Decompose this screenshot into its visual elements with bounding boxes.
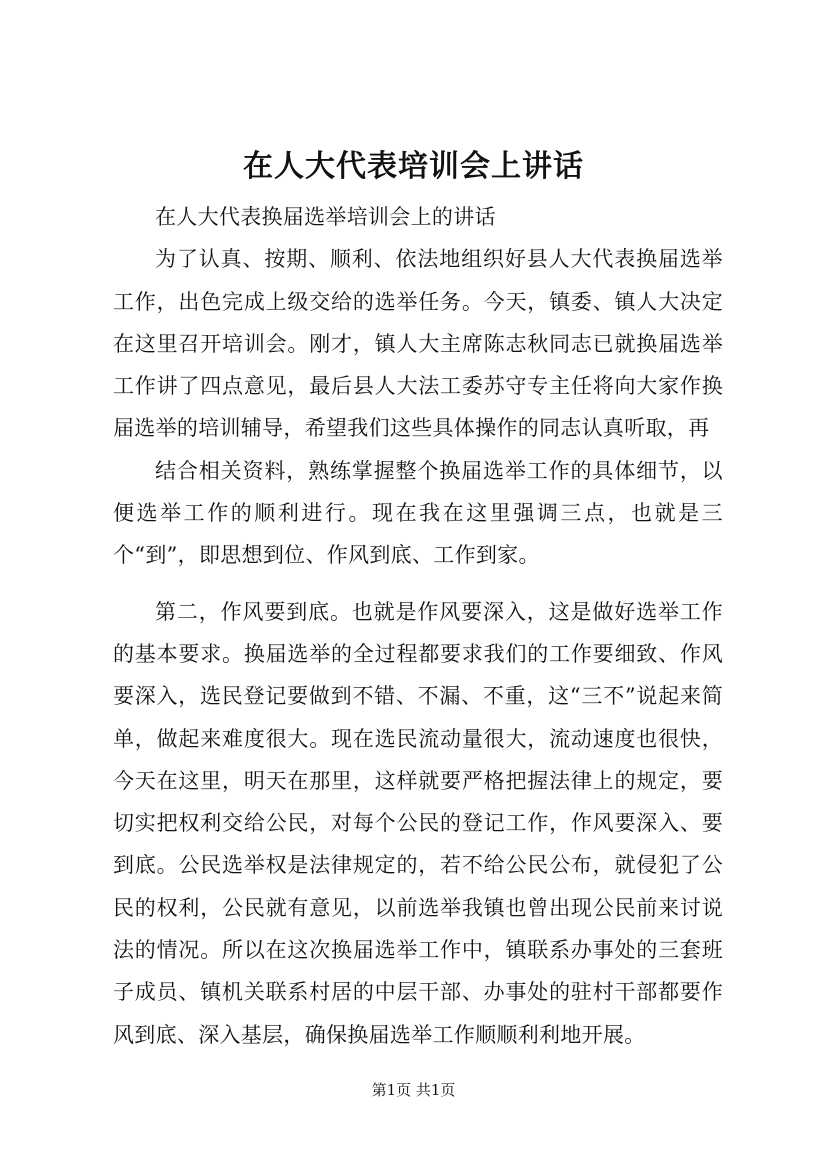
document-title: 在人大代表培训会上讲话 (243, 149, 584, 184)
subtitle-paragraph: 在人大代表换届选举培训会上的讲话 (155, 205, 496, 229)
document-body (113, 196, 723, 1056)
body-paragraph: 第二，作风要到底。也就是作风要深入，这是做好选举工作的基本要求。换届选举的全过程都要求我们的工作要细致、作风要深入，选民登记要做到不错、不漏、不重，这“三不”说起来简单，做起来难度很大。现在选民流动量很大，流动速度也很快，今天在这里，明天在那里，这样就要严格把握法律上的规定，要切实把权利交给公民，对每个公民的登记工作，作风要深入、要到底。公民选举权是法律规定的，若不给公民公布，就侵犯了公民的权利，公民就有意见，以前选举我镇也曾出现公民前来讨说法的情况。所以在这次换届选举工作中，镇联系办事处的三套班子成员、镇机关联系村居的中层干部、办事处的驻村干部都要作风到底、深入基层，确保换届选举工作顺顺利利地开展。 (113, 599, 723, 1047)
body-paragraph: 为了认真、按期、顺利、依法地组织好县人大代表换届选举工作，出色完成上级交给的选举任务。今天，镇委、镇人大决定在这里召开培训会。刚才，镇人大主席陈志秋同志已就换届选举工作讲了四点意见，最后县人大法工委苏守专主任将向大家作换届选举的培训辅导，希望我们这些具体操作的同志认真听取，再 (113, 247, 723, 441)
body-paragraph: 结合相关资料，熟练掌握整个换届选举工作的具体细节，以便选举工作的顺利进行。现在我在这里强调三点，也就是三个“到”，即思想到位、作风到底、工作到家。 (113, 458, 723, 568)
page-number-footer: 第1页 共1页 (371, 1081, 456, 1099)
